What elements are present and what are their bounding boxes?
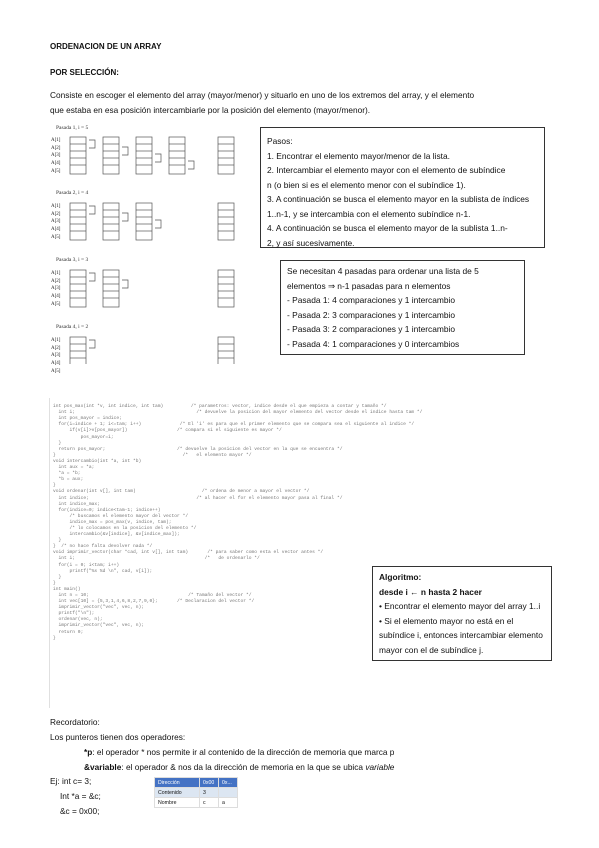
recordatorio-section [50, 715, 570, 775]
memory-table-cell: Nombre [155, 798, 200, 808]
memory-table-cell: 3 [200, 788, 219, 798]
sort-diagram-illustration [48, 124, 268, 364]
recordatorio-title: Recordatorio: [50, 717, 100, 727]
memory-table-cell: 0x00 [200, 778, 219, 788]
code-gutter [37, 398, 50, 708]
pass-label: Pasada 1, i = 5 [56, 125, 89, 131]
algoritmo-bullet: • Encontrar el elemento mayor del array 1..i [379, 601, 541, 611]
pasos-line: 3. A continuación se busca el elemento mayor en la sublista de índices [267, 194, 530, 204]
algoritmo-line: desde i ← n hasta 2 hacer [379, 586, 482, 597]
memory-table-row [155, 798, 238, 808]
algoritmo-title: Algoritmo: [379, 572, 422, 582]
memory-table-cell: Contenido [155, 788, 200, 798]
algoritmo-bullet: • Si el elemento mayor no está en el [379, 615, 514, 626]
memory-table-cell: c [200, 798, 219, 808]
pasadas-box [280, 260, 525, 355]
index-column: A[1] A[2] A[3] A[4] A[5] [51, 271, 61, 307]
pasadas-line: Se necesitan 4 pasadas para ordenar una lista de 5 [287, 266, 479, 276]
recordatorio-op2: &variable: el operador & nos da la dirección de memoria en la que se ubica variable [84, 762, 395, 772]
intro-paragraph [50, 88, 474, 117]
memory-table-cell: a [219, 798, 238, 808]
pasadas-line: elementos ⇒ n-1 pasadas para n elementos [287, 280, 451, 291]
pasos-line: 2. Intercambiar el elemento mayor con el elemento de subíndice [267, 165, 506, 175]
pasos-line: 4. A continuación se busca el elemento mayor de la sublista 1..n- [267, 223, 508, 233]
code-listing: int pos_max(int *v, int indice, int tam) /* parametros: vector, indice desde el que empieza a contar y tamaño */ int i; /* devuelve la posicion del mayor elemento del vector desde el indice hasta tam */ int pos_mayor = indice; for(i=indice + 1; i<=tam; i++) /* El 'i' es para que el primer elemento que se compara sea el siguiente al indice */ if(v[i]>v[pos_mayor]) /* compara si el siguiente es mayor */ pos_mayor=i; } return pos_mayor; /* devuelve la posicion del vector en la que se encuentra */ } /* el elemento mayor */ void intercambio(int *a, int *b) int aux = *a; *a = *b; *b = aux; } void ordenar(int v[], int tam) /* ordena de menor a mayor el vector */ int indice; /* al hacer el for el elemento mayor pasa al final */ int indice_max; for(indice=0; indice<tam-1; indice++) /* buscamos el elemento mayor del vector */ indice_max = pos_max(v, indice, tam); /* lo colocamos en la posicion del elemento */ intercambio(&v[indice], &v[indice_max]); } } /* no hace falta devolver nada */ void imprimir_vector(char *cad, int v[], int tam) /* para saber como esta el vector antes */ int i; /* de ordenarlo */ for(i = 0; i<tam; i++) printf("%s %d \n", cad, v[i]); } } int main() int n = 10; /* Tamaño del vector */ int vec[10] = {5,3,1,4,6,8,2,7,9,0}; /* Declaracion del vector */ imprimir_vector("vec", vec, n); printf("\n"); ordenar(vec, n); imprimir_vector("vec", vec, n); return 0; } [53, 404, 423, 641]
page-title: ORDENACION DE UN ARRAY [50, 42, 162, 51]
example-block [50, 774, 101, 819]
pasos-line: 2, y así sucesivamente. [267, 237, 355, 248]
pasadas-line: - Pasada 1: 4 comparaciones y 1 intercambio [287, 295, 456, 305]
pasos-line: Pasos: [267, 136, 293, 146]
pasadas-line: - Pasada 2: 3 comparaciones y 1 intercambio [287, 309, 456, 320]
index-column: A[1] A[2] A[3] A[4] A[5] [51, 338, 61, 374]
index-column: A[1] A[2] A[3] A[4] A[5] [51, 204, 61, 240]
algoritmo-bullet: subíndice i, entonces intercambiar elemento [379, 630, 543, 640]
memory-table-row [155, 778, 238, 788]
algoritmo-bullet: mayor con el de subíndice j. [379, 644, 484, 655]
pasos-line: 1..n-1, y se intercambia con el elemento subíndice n-1. [267, 208, 471, 219]
pasadas-line: - Pasada 4: 1 comparaciones y 0 intercambios [287, 338, 460, 349]
pasadas-line: - Pasada 3: 2 comparaciones y 1 intercambio [287, 324, 456, 334]
pass-label: Pasada 4, i = 2 [56, 324, 89, 330]
example-line: Int *a = &c; [60, 791, 101, 801]
intro-line: Consiste en escoger el elemento del array (mayor/menor) y situarlo en uno de los extremos del array, y el elemento [50, 90, 475, 100]
algoritmo-box [372, 566, 552, 661]
intro-line: que estaba en esa posición intercambiarle por la posición del elemento (mayor/menor). [50, 104, 371, 115]
memory-table [154, 777, 238, 808]
example-line: &c = 0x00; [60, 806, 100, 816]
section-title: POR SELECCIÓN: [50, 68, 119, 77]
memory-table-cell: 0x... [219, 778, 238, 788]
example-line: Ej: int c= 3; [50, 776, 92, 786]
index-column: A[1] A[2] A[3] A[4] A[5] [51, 138, 61, 174]
pasos-line: n (o bien si es el elemento menor con el subíndice 1). [267, 179, 466, 190]
pass-label: Pasada 3, i = 3 [56, 257, 89, 263]
recordatorio-op1: *p: el operador * nos permite ir al contenido de la dirección de memoria que marca p [84, 747, 395, 757]
pasos-line: 1. Encontrar el elemento mayor/menor de la lista. [267, 150, 450, 161]
pasos-box [260, 127, 545, 248]
pass-label: Pasada 2, i = 4 [56, 190, 89, 196]
memory-table-row [155, 788, 238, 798]
memory-table-cell: Dirección [155, 778, 200, 788]
memory-table-cell [219, 788, 238, 798]
recordatorio-line: Los punteros tienen dos operadores: [50, 732, 186, 742]
selection-sort-figure [48, 124, 268, 374]
